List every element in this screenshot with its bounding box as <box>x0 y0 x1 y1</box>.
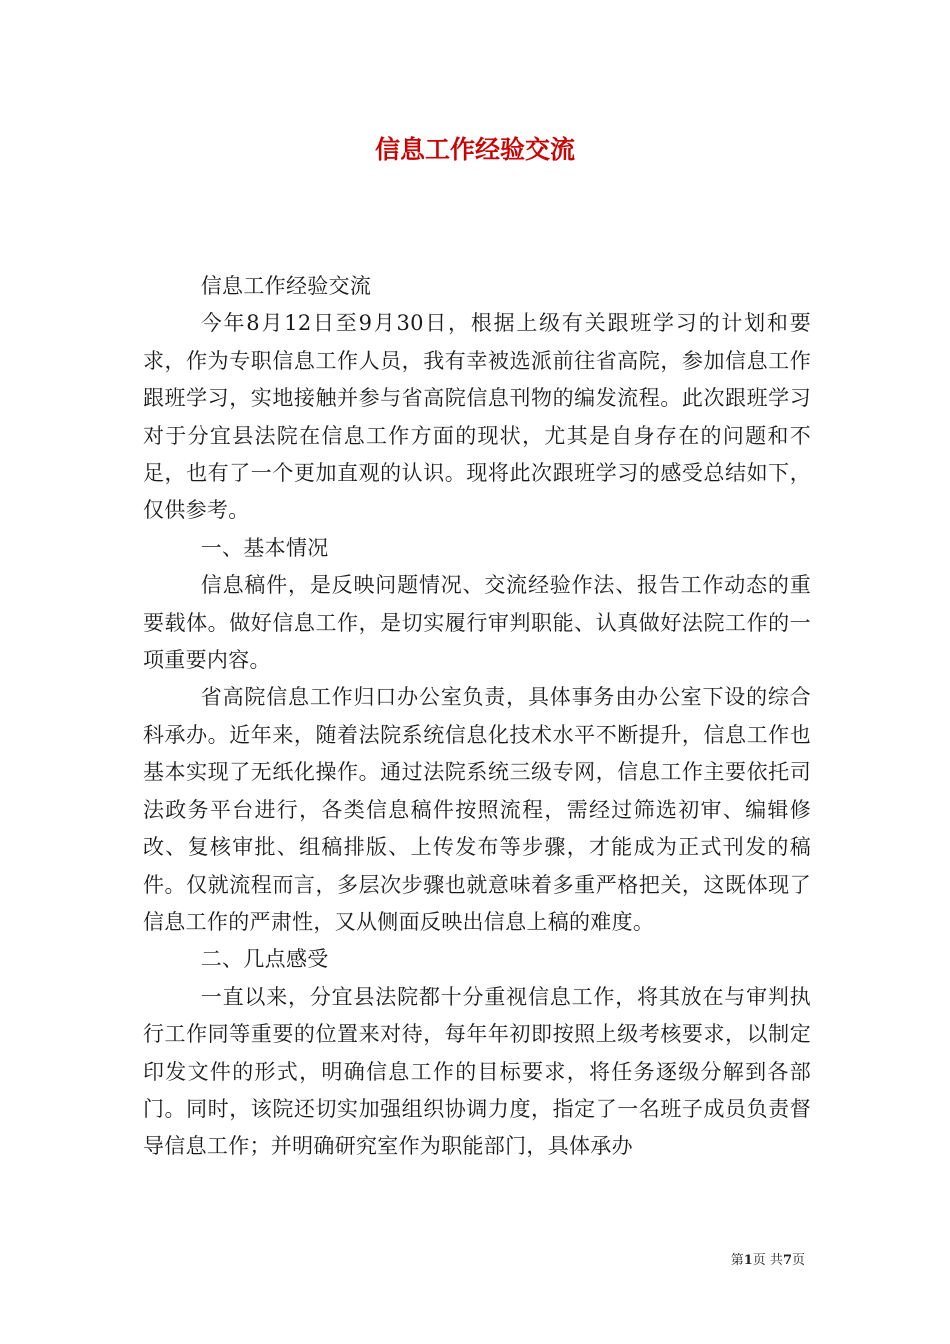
footer-current-page: 1 <box>743 1253 753 1268</box>
paragraph-intro: 今年8月12日至9月30日，根据上级有关跟班学习的计划和要求，作为专职信息工作人员，我有幸被选派前往省高院，参加信息工作跟班学习，实地接触并参与省高院信息刊物的编发流程。此次跟班学习对于分宜县法院在信息工作方面的现状，尤其是自身存在的问题和不足，也有了一个更加直观的认识。现将此次跟班学习的感受总结如下，仅供参考。 <box>143 311 811 523</box>
paragraph-basic-1: 信息稿件，是反映问题情况、交流经验作法、报告工作动态的重要载体。做好信息工作，是切实履行审判职能、认真做好法院工作的一项重要内容。 <box>143 573 811 673</box>
footer-middle: 页 共 <box>752 1253 783 1268</box>
footer-suffix: 页 <box>791 1253 805 1268</box>
footer-total-pages: 7 <box>782 1253 792 1268</box>
section-heading-basic: 一、基本情况 <box>200 535 329 560</box>
footer-prefix: 第 <box>730 1253 744 1268</box>
paragraph-basic-2: 省高院信息工作归口办公室负责，具体事务由办公室下设的综合科承办。近年来，随着法院系统信息化技术水平不断提升，信息工作也基本实现了无纸化操作。通过法院系统三级专网，信息工作主要依托司法政务平台进行，各类信息稿件按照流程，需经过筛选初审、编辑修改、复核审批、组稿排版、上传发布等步骤，才能成为正式刊发的稿件。仅就流程而言，多层次步骤也就意味着多重严格把关，这既体现了信息工作的严肃性，又从侧面反映出信息上稿的难度。 <box>143 685 811 934</box>
paragraph-feelings-1: 一直以来，分宜县法院都十分重视信息工作，将其放在与审判执行工作同等重要的位置来对待，每年年初即按照上级考核要求，以制定印发文件的形式，明确信息工作的目标要求，将任务逐级分解到各部门。同时，该院还切实加强组织协调力度，指定了一名班子成员负责督导信息工作；并明确研究室作为职能部门，具体承办 <box>143 984 811 1159</box>
paragraph-subtitle: 信息工作经验交流 <box>200 274 372 298</box>
section-heading-feelings: 二、几点感受 <box>200 947 329 972</box>
document-body <box>143 268 811 1166</box>
document-title: 信息工作经验交流 <box>374 135 575 164</box>
page-footer <box>731 1249 805 1268</box>
